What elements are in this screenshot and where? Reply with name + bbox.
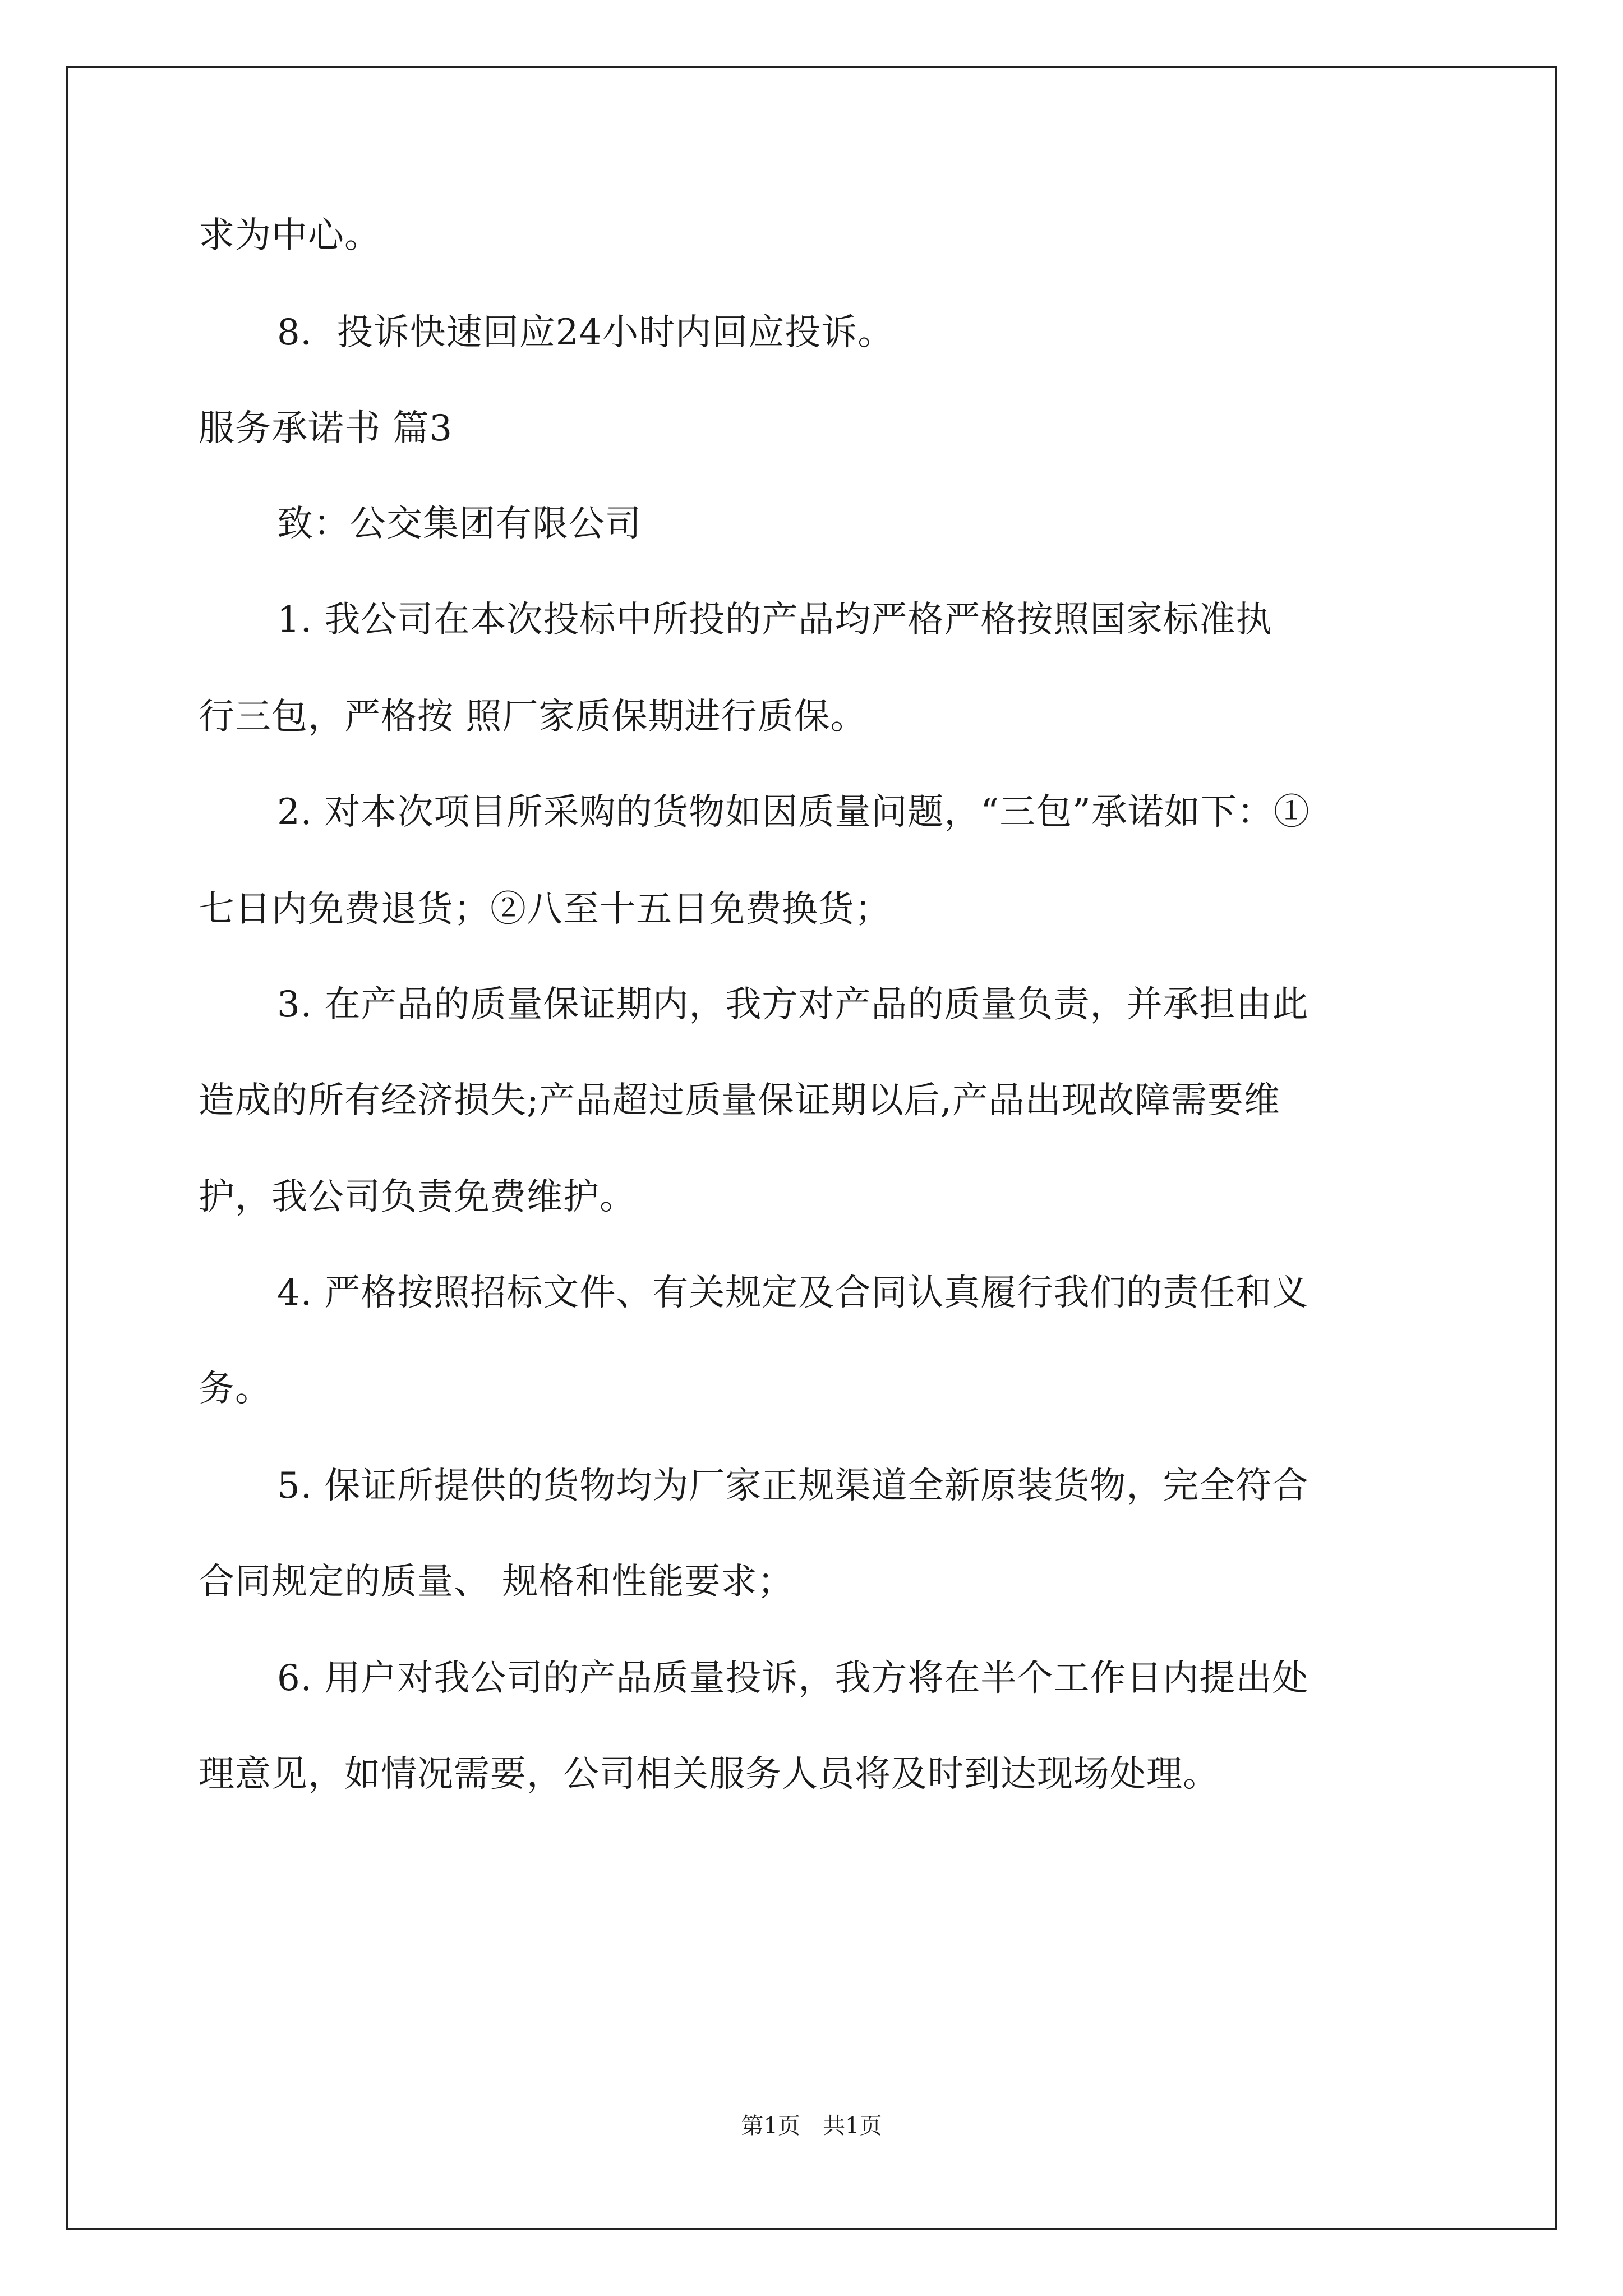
text-line-continuation: 求为中心。 [199, 215, 381, 256]
addressee: 致：公交集团有限公司 [277, 503, 642, 545]
item-3-line-2: 造成的所有经济损失;产品超过质量保证期以后,产品出现故障需要维 [199, 1080, 1280, 1121]
item-5-line-1: 5. 保证所提供的货物均为厂家正规渠道全新原装货物，完全符合 [277, 1465, 1309, 1507]
item-4-line-1: 4. 严格按照招标文件、有关规定及合同认真履行我们的责任和义 [277, 1272, 1309, 1314]
section-heading: 服务承诺书 篇3 [199, 408, 453, 449]
item-2-line-2: 七日内免费退货；②八至十五日免费换货； [199, 889, 891, 930]
item-3-line-3: 护，我公司负责免费维护。 [199, 1176, 636, 1218]
item-6-line-2: 理意见，如情况需要，公司相关服务人员将及时到达现场处理。 [199, 1754, 1219, 1795]
page-border [66, 66, 1557, 2230]
page-footer: 第1页 共1页 [741, 2113, 882, 2139]
item-6-line-1: 6. 用户对我公司的产品质量投诉，我方将在半个工作日内提出处 [277, 1658, 1309, 1699]
item-4-line-2: 务。 [199, 1368, 271, 1410]
item-3-line-1: 3. 在产品的质量保证期内，我方对产品的质量负责，并承担由此 [277, 984, 1309, 1025]
item-5-line-2: 合同规定的质量、 规格和性能要求； [199, 1561, 794, 1603]
item-1-line-1: 1. 我公司在本次投标中所投的产品均严格严格按照国家标准执 [277, 599, 1272, 641]
item-1-line-2: 行三包，严格按 照厂家质保期进行质保。 [199, 696, 867, 738]
item-8: 8．投诉快速回应24小时内回应投诉。 [277, 312, 895, 353]
item-2-line-1: 2. 对本次项目所采购的货物如因质量问题，“三包”承诺如下：① [277, 792, 1310, 833]
